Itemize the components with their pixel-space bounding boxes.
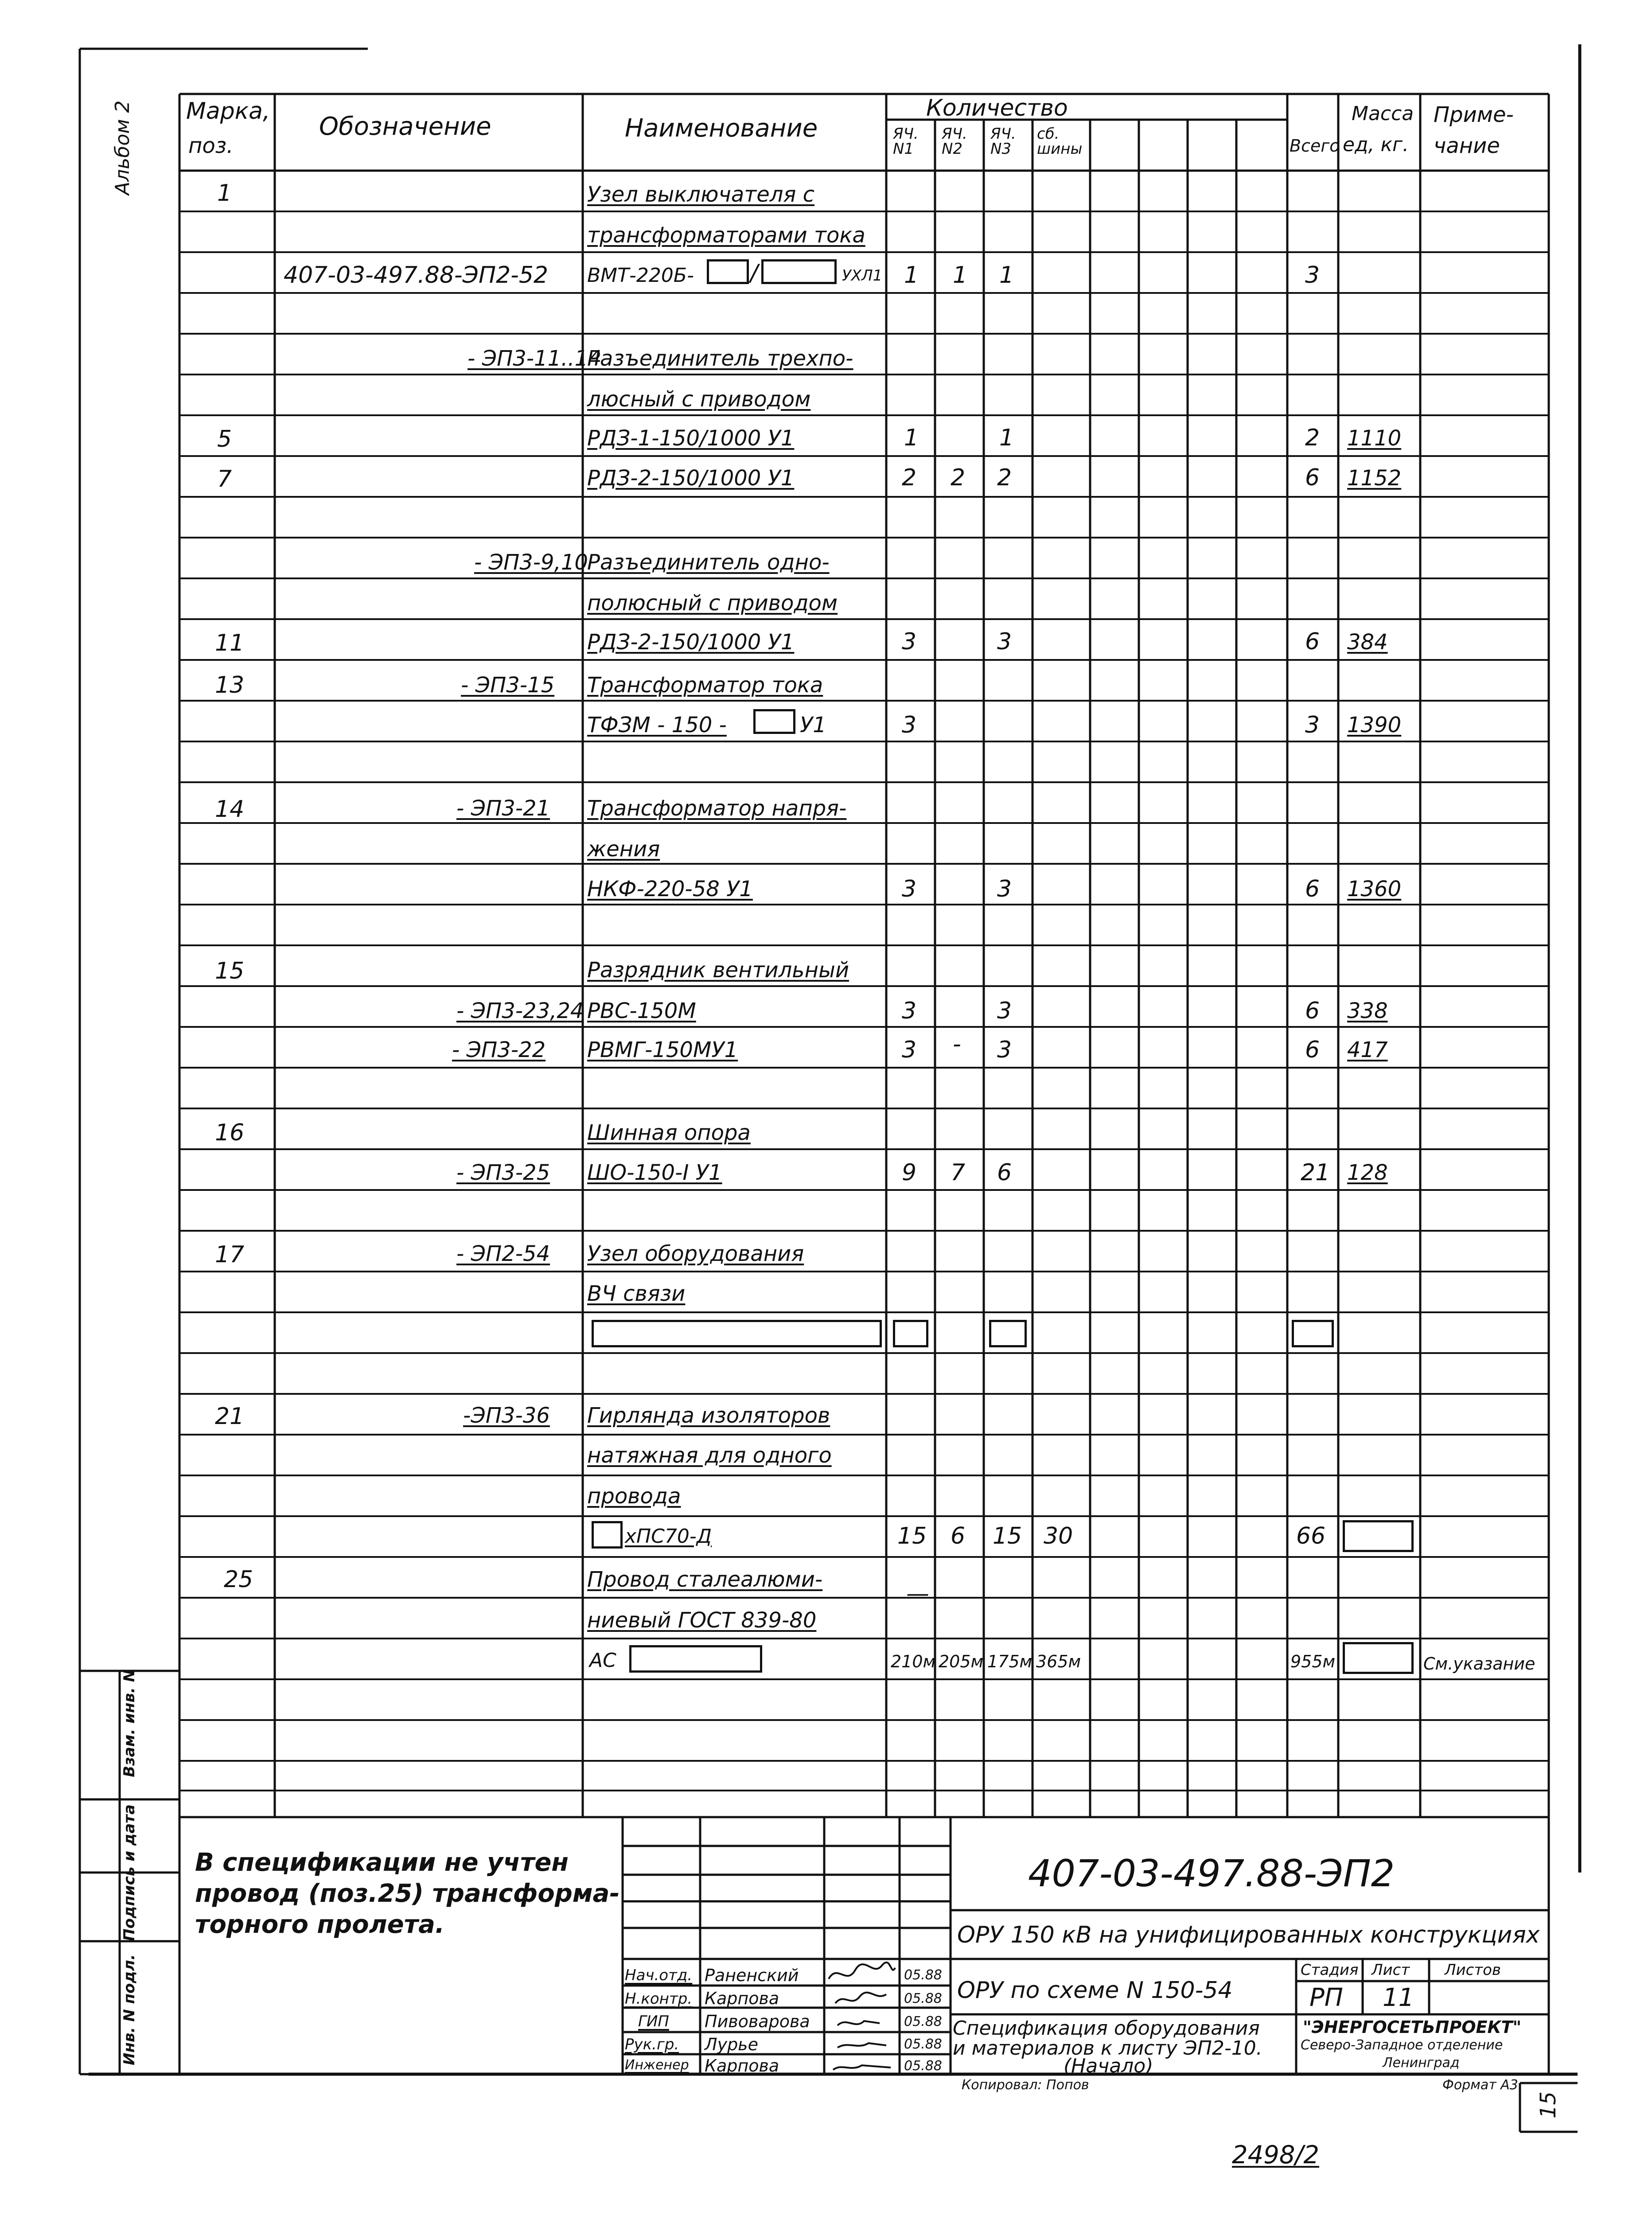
header-q4: сб. шины [1037,125,1083,158]
qty-1: 210м [891,1652,936,1671]
qty-3: 2 [997,464,1012,491]
qty-3: 3 [997,998,1012,1024]
blank-field [1343,1520,1414,1552]
qty-1: 2 [902,464,917,491]
blank-field [989,1320,1027,1347]
row-name-tail: У1 [800,713,826,737]
blank-field [893,1320,928,1347]
row-name: Разъединитель трехпо- [587,346,853,371]
qty-total: 2 [1305,425,1320,451]
qty-2: 6 [951,1523,966,1549]
copied-by: Копировал: Попов [962,2077,1089,2093]
qty-3: 15 [993,1523,1022,1549]
header-q1: ЯЧ. N1 [893,125,919,158]
qty-3: 6 [997,1159,1012,1186]
row-pos: 21 [215,1403,245,1430]
qty-total: 6 [1305,464,1320,491]
qty-3: 3 [997,628,1012,655]
stamp-title: Спецификация оборудования [953,2017,1260,2040]
note-line: провод (поз.25) трансформа- [195,1879,620,1908]
qty-4: 30 [1044,1523,1073,1549]
note-line: торного пролета. [195,1910,445,1939]
row-name: натяжная для одного [587,1443,832,1468]
stamp-role: Инженер [625,2057,689,2073]
archive-number: 2498/2 [1232,2141,1320,2169]
row-designation: 407-03-497.88-ЭП2-52 [284,262,549,289]
stamp-person: Лурье [705,2035,758,2054]
stamp-title: (Начало) [1064,2055,1153,2077]
stamp-date: 05.88 [904,1967,942,1983]
blank-field [592,1521,623,1549]
row-designation: - ЭП3-15 [461,673,555,698]
qty-3: 3 [997,876,1012,902]
mass: 128 [1347,1160,1388,1185]
stamp-person: Карпова [705,1989,779,2008]
qty-2: 2 [951,464,966,491]
row-name-tail: УХЛ1 [842,267,883,285]
sheet-value: 11 [1383,1983,1414,2012]
stamp-date: 05.88 [904,2058,942,2074]
mass: 384 [1347,630,1388,655]
qty-1: 15 [897,1523,927,1549]
qty-1: 1 [904,262,919,289]
qty-total: 3 [1305,262,1320,289]
mass: 1110 [1347,426,1402,451]
qty-total: 6 [1305,1037,1320,1063]
corner-number: 15 [1536,2091,1561,2118]
row-pos: 5 [217,426,232,453]
stamp-role: Нач.отд. [625,1966,693,1984]
stamp-object: ОРУ 150 кВ на унифицированных конструкциях [957,1922,1540,1948]
row-name: полюсный с приводом [587,591,838,616]
row-pos: 15 [215,958,245,984]
org-name: "ЭНЕРГОСЕТЬПРОЕКТ" [1303,2017,1522,2037]
qty-1: 9 [902,1159,917,1186]
row-designation: - ЭП3-23,24 [456,999,584,1023]
qty-1: 3 [902,998,917,1024]
row-name: АС [589,1649,616,1672]
stamp-date: 05.88 [904,2014,942,2029]
qty-1-dash: — [906,1580,929,1607]
album-label: Альбом 2 [111,100,134,195]
row-name: Провод сталеалюми- [587,1567,823,1592]
stamp-date: 05.88 [904,2037,942,2052]
header-mark-2: поз. [188,133,234,158]
mass: 1152 [1347,466,1402,491]
row-name: РВС-150М [587,999,696,1023]
sheet-label: Лист [1371,1961,1410,1979]
stamp-role: Н.контр. [625,1990,693,2008]
stamp-person: Пивоварова [705,2012,810,2031]
row-name: Узел выключателя с [587,182,814,207]
row-name: Разрядник вентильный [587,958,849,983]
blank-field [1292,1320,1334,1347]
stamp-person: Раненский [705,1966,799,1985]
row-name: РВМГ-150МУ1 [587,1038,738,1062]
org-city: Ленинград [1383,2055,1460,2071]
qty-3: 1 [999,425,1014,451]
header-total: Всего [1290,136,1340,156]
blank-field [753,709,795,734]
row-name: провода [587,1484,681,1509]
qty-total: 955м [1290,1652,1336,1671]
blank-field [592,1320,882,1347]
header-quantity: Количество [926,95,1068,121]
row-name: ВМТ-220Б- [587,264,694,287]
row-name: трансформаторами тока [587,223,865,248]
row-name: жения [587,837,660,862]
note-line: В спецификации не учтен [195,1848,569,1877]
row-name: РДЗ-2-150/1000 У1 [587,630,795,655]
signatures [824,1959,900,2074]
row-designation: - ЭП2-54 [456,1241,550,1266]
row-name: РДЗ-2-150/1000 У1 [587,466,795,491]
slash-separator: / [750,260,758,286]
org-branch: Северо-Западное отделение [1301,2037,1503,2053]
row-name: Узел оборудования [587,1241,804,1266]
blank-field [629,1645,762,1673]
qty-total: 6 [1305,876,1320,902]
qty-2: 205м [939,1652,984,1671]
stamp-person: Карпова [705,2056,779,2076]
header-note-1: Приме- [1434,102,1514,127]
row-name: ШО-150-I У1 [587,1160,722,1185]
row-pos: 25 [224,1566,253,1593]
header-mark-1: Марка, [186,98,270,125]
row-name: Трансформатор напря- [587,796,847,821]
stamp-role: Рук.гр. [625,2036,679,2053]
stamp-role: ГИП [638,2013,669,2030]
qty-1: 3 [902,876,917,902]
qty-1: 3 [902,628,917,655]
blank-field [707,259,749,284]
header-note-2: чание [1434,133,1500,158]
row-name: ВЧ связи [587,1281,686,1306]
row-designation: - ЭП3-22 [452,1038,546,1062]
row-name: РДЗ-1-150/1000 У1 [587,426,795,451]
mass: 417 [1347,1038,1388,1062]
row-name: Шинная опора [587,1120,751,1145]
row-designation: -ЭП3-36 [463,1403,550,1428]
row-designation: - ЭП3-9,10 [474,550,588,575]
qty-3: 3 [997,1037,1012,1063]
qty-total: 6 [1305,998,1320,1024]
row-name: хПС70-Д [625,1525,712,1548]
qty-2: - [953,1031,961,1057]
row-pos: 7 [217,466,232,492]
row-name: Трансформатор тока [587,673,823,698]
row-name: ТФЗМ - 150 - [587,713,727,737]
row-name: НКФ-220-58 У1 [587,877,753,901]
header-q2: ЯЧ. N2 [942,125,967,158]
row-pos: 13 [215,672,245,698]
header-designation: Обозначение [319,112,491,141]
qty-4: 365м [1036,1652,1081,1671]
qty-total: 21 [1301,1159,1330,1186]
qty-2: 7 [951,1159,966,1186]
qty-total: 6 [1305,628,1320,655]
row-name: ниевый ГОСТ 839-80 [587,1608,817,1633]
stamp-scheme: ОРУ по схеме N 150-54 [957,1977,1233,2004]
side-label-replace: Взам. инв. N [121,1669,138,1777]
qty-3: 1 [999,262,1014,289]
sheets-label: Листов [1445,1961,1501,1979]
mass: 1390 [1347,713,1402,737]
stage-value: РП [1309,1983,1343,2012]
qty-1: 3 [902,1037,917,1063]
qty-2: 1 [953,262,968,289]
header-name: Наименование [625,114,818,143]
row-pos: 16 [215,1120,245,1146]
row-pos: 1 [217,180,232,207]
mass: 338 [1347,999,1388,1023]
row-name: люсный с приводом [587,387,811,412]
row-pos: 14 [215,796,245,823]
stage-label: Стадия [1301,1961,1359,1979]
blank-field [1343,1642,1414,1674]
note-cell: См.указание [1423,1654,1535,1674]
mass: 1360 [1347,877,1402,901]
paper-format: Формат А3 [1442,2077,1518,2093]
stamp-title: и материалов к листу ЭП2-10. [953,2037,1262,2060]
row-name: Гирлянда изоляторов [587,1403,830,1428]
row-name: Разъединитель одно- [587,550,830,575]
header-q3: ЯЧ. N3 [990,125,1016,158]
side-label-signature: Подпись и дата [121,1804,138,1941]
row-designation: - ЭП3-11..14 [468,346,602,371]
side-label-inventory: Инв. N подл. [121,1954,138,2065]
row-designation: - ЭП3-21 [456,796,550,821]
row-pos: 17 [215,1241,245,1268]
qty-total: 3 [1305,712,1320,738]
row-designation: - ЭП3-25 [456,1160,550,1185]
stamp-date: 05.88 [904,1991,942,2006]
qty-total: 66 [1296,1523,1326,1549]
blank-field [761,259,837,284]
row-pos: 11 [215,630,245,656]
header-mass-1: Масса [1352,102,1414,125]
qty-1: 1 [904,425,919,451]
header-mass-2: ед, кг. [1343,133,1409,156]
qty-3: 175м [987,1652,1032,1671]
doc-number: 407-03-497.88-ЭП2 [1028,1852,1395,1895]
qty-1: 3 [902,712,917,738]
